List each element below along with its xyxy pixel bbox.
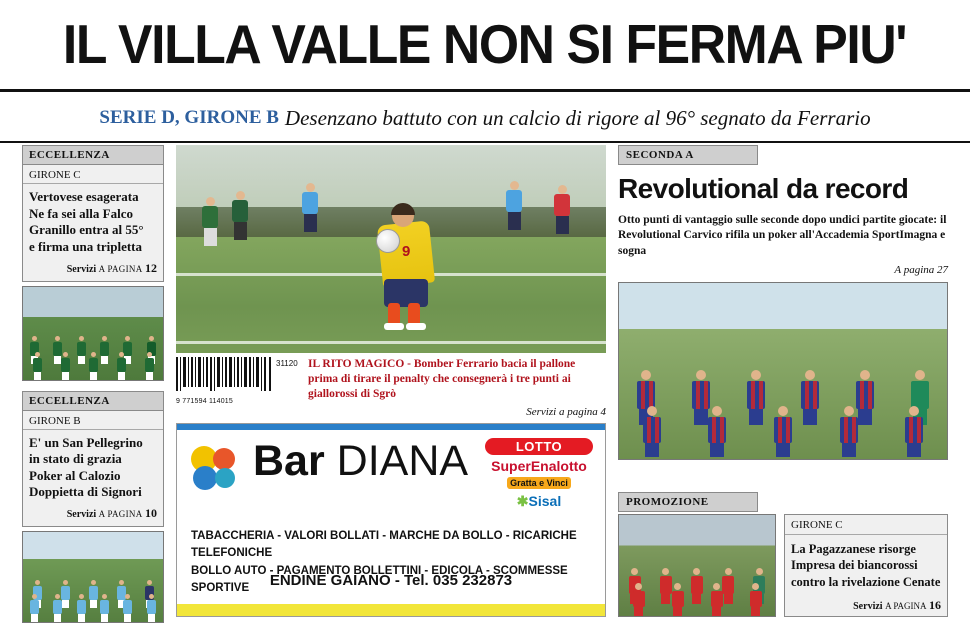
advert-top-bar — [177, 424, 605, 430]
caption-lead: IL RITO MAGICO — [308, 358, 405, 370]
a-pagina-label: A PAGINA — [98, 263, 143, 274]
advert-services-line: TABACCHERIA - VALORI BOLLATI - MARCHE DA BOLLO - RICARICHE TELEFONICHE — [191, 530, 577, 560]
issue-code: 31120 — [276, 359, 298, 368]
background-player — [202, 197, 218, 246]
brief-title-line: Doppietta di Signori — [29, 484, 142, 500]
player-figure — [89, 352, 98, 380]
advert-logo-icon — [191, 446, 247, 490]
page-title: IL VILLA VALLE NON SI FERMA PIU' — [63, 13, 907, 75]
player-figure — [33, 352, 42, 380]
subhead-banner — [0, 95, 970, 143]
caption-servizi: Servizi a pagina 4 — [526, 405, 606, 418]
partner-sisal-label: Sisal — [528, 493, 562, 509]
barcode-icon — [176, 357, 272, 391]
body-area — [0, 145, 970, 620]
page-number: 10 — [145, 506, 157, 520]
a-pagina-label: A PAGINA — [885, 600, 927, 611]
caption-body: - Bomber Ferrario bacia il pallone prima di tirare il penalty che consegnerà i tre punti ai giallorossi di Sgrò — [308, 358, 576, 401]
photo-team-red — [618, 514, 776, 617]
brief-eccellenza-girone-c[interactable] — [22, 145, 164, 282]
player-figure — [145, 352, 154, 380]
brief-servizi — [23, 505, 163, 526]
promo-girone: GIRONE C — [785, 515, 947, 535]
advert-brand-light: DIANA — [336, 437, 469, 485]
brief-label: ECCELLENZA — [23, 146, 163, 165]
brief-eccellenza-girone-b[interactable] — [22, 391, 164, 528]
page-number: 16 — [929, 597, 941, 612]
promo-title-line: La Pagazzanese risorge — [791, 542, 916, 556]
section-label-promozione: PROMOZIONE — [618, 492, 758, 512]
main-photo — [176, 145, 606, 353]
advert-brand — [253, 437, 469, 485]
barcode — [176, 357, 272, 403]
player-figure — [30, 594, 39, 622]
section-page-ref: A pagina 27 — [894, 264, 948, 277]
brief-title-line: Ne fa sei alla Falco — [29, 205, 133, 221]
partner-sisal — [485, 493, 593, 510]
player-figure — [672, 583, 684, 616]
partner-gratta-e-vinci — [485, 477, 593, 489]
player-figure — [905, 406, 923, 457]
barcode-number: 9 771594 114015 — [176, 398, 233, 405]
brief-girone: GIRONE C — [23, 165, 163, 184]
promo-servizi — [785, 594, 947, 617]
player-figure — [774, 406, 792, 457]
player-figure — [147, 594, 156, 622]
partner-superenalotto: SuperEnalotto — [491, 458, 587, 474]
photo-team-sky — [22, 531, 164, 623]
section-headline: Revolutional da record — [618, 173, 909, 204]
photo-caption — [308, 357, 606, 418]
partner-lotto: LOTTO — [485, 438, 593, 455]
section-label-seconda-a: SECONDA A — [618, 145, 758, 165]
player-figure — [750, 583, 762, 616]
promozione-block[interactable] — [618, 492, 948, 617]
brief-girone: GIRONE B — [23, 411, 163, 430]
advert-services-line: BOLLO AUTO - PAGAMENTO BOLLETTINI - EDICOLA - SCOMMESSE SPORTIVE — [191, 564, 568, 594]
background-player — [554, 185, 570, 234]
player-figure — [61, 352, 70, 380]
main-headline-banner — [0, 0, 970, 92]
servizi-label: Servizi — [66, 263, 97, 275]
player-figure — [100, 594, 109, 622]
background-player — [232, 191, 248, 240]
brief-servizi — [23, 260, 163, 281]
main-player-figure: 9 — [372, 203, 442, 323]
subhead-text: Desenzano battuto con un calcio di rigore al 96° segnato da Ferrario — [284, 105, 871, 130]
right-column — [618, 145, 948, 460]
player-figure — [643, 406, 661, 457]
servizi-label: Servizi — [853, 600, 883, 612]
brief-label: ECCELLENZA — [23, 392, 163, 411]
brief-title-line: e firma una tripletta — [29, 238, 143, 254]
football-ball — [376, 229, 400, 253]
page-number: 12 — [145, 260, 157, 275]
gratta-badge-label: Gratta e Vinci — [507, 477, 571, 489]
player-figure — [633, 583, 645, 616]
promozione-brief[interactable] — [784, 514, 948, 617]
brief-title — [23, 184, 163, 260]
advert-bar-diana[interactable] — [176, 423, 606, 617]
player-figure — [117, 352, 126, 380]
player-figure — [708, 406, 726, 457]
brief-title — [23, 430, 163, 506]
player-figure — [123, 594, 132, 622]
barcode-and-caption-row — [176, 357, 606, 417]
a-pagina-label: A PAGINA — [98, 509, 143, 519]
brief-title-line: Poker al Calozio — [29, 467, 121, 483]
brief-title-line: Vertovese esagerata — [29, 189, 139, 204]
caption-text-block — [308, 357, 606, 403]
promo-title-line: contro la rivelazione Cenate — [791, 574, 941, 589]
brief-title-line: E' un San Pellegrino — [29, 434, 143, 450]
photo-team-striped — [618, 282, 948, 460]
player-figure — [840, 406, 858, 457]
player-figure — [711, 583, 723, 616]
left-column — [22, 145, 164, 617]
promo-title — [785, 535, 947, 594]
player-figure — [53, 594, 62, 622]
brief-title-line: Granillo entra al 55° — [29, 222, 144, 238]
promo-title-line: Impresa dei biancorossi — [791, 558, 918, 573]
photo-team-green — [22, 286, 164, 381]
advert-brand-bold: Bar — [253, 437, 325, 485]
player-figure — [77, 594, 86, 622]
background-player — [302, 183, 318, 232]
center-column — [176, 145, 606, 417]
advert-contact: ENDINE GAIANO - Tel. 035 232873 — [269, 572, 513, 589]
advert-bottom-bar — [177, 604, 605, 616]
section-subtext: Otto punti di vantaggio sulle seconde dopo undici partite giocate: il Revolutional Carvico rifila un poker all'Accademia SportImagna e sogna — [618, 214, 947, 257]
background-player — [506, 181, 522, 230]
servizi-label: Servizi — [66, 509, 97, 520]
advert-partner-logos — [485, 438, 593, 510]
subhead-kicker: SERIE D, GIRONE B — [99, 107, 279, 128]
sisal-star-icon: ✱ — [516, 493, 529, 509]
brief-title-line: in stato di grazia — [29, 451, 122, 467]
